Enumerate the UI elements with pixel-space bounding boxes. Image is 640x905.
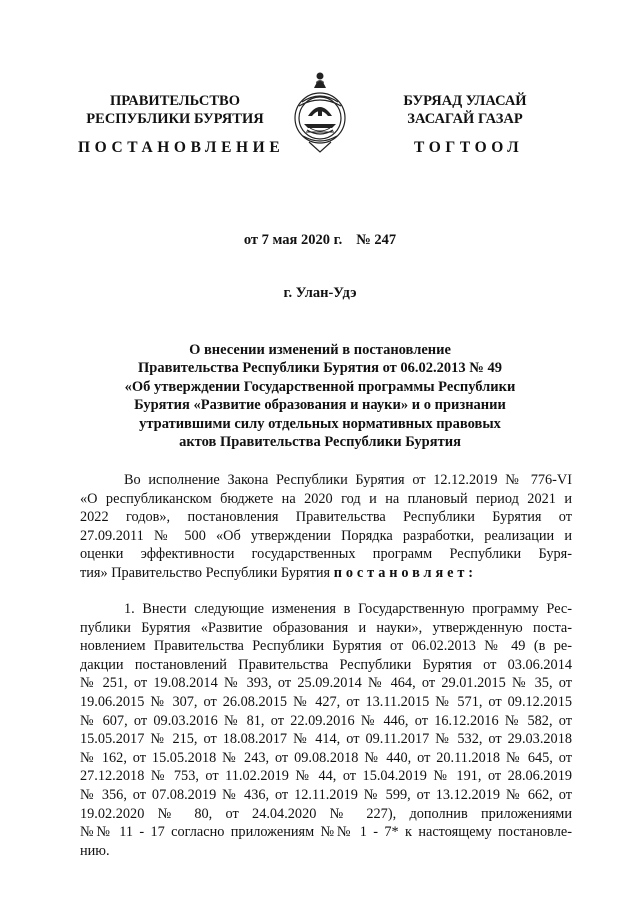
paragraph-line bbox=[80, 564, 572, 583]
item-1-paragraph bbox=[80, 600, 572, 860]
paragraph-line: 2022 годов», постановления Правительства Республики Бурятия от bbox=[80, 509, 572, 526]
paragraph-line: новлением Правительства Республики Бурятия от 06.02.2013 № 49 (в ре- bbox=[80, 638, 572, 655]
paragraph-line: «О республиканском бюджете на 2020 год и на плановый период 2021 и bbox=[80, 490, 572, 507]
paragraph-line: оценки эффективности государственных программ Республики Буря- bbox=[80, 546, 572, 563]
title-line: актов Правительства Республики Бурятия bbox=[179, 434, 461, 451]
paragraph-line: 27.12.2018 № 753, от 11.02.2019 № 44, от 15.04.2019 № 191, от 28.06.2019 bbox=[80, 768, 572, 785]
paragraph-line: Во исполнение Закона Республики Бурятия от 12.12.2019 № 776-VI bbox=[124, 472, 572, 488]
paragraph-line: № 162, от 15.05.2018 № 243, от 09.08.2018 № 440, от 20.11.2018 № 645, от bbox=[80, 749, 572, 766]
issuer-line-2: ЗАСАГАЙ ГАЗАР bbox=[407, 111, 523, 127]
issuer-block-buryat bbox=[385, 92, 545, 128]
city: г. Улан-Удэ bbox=[283, 285, 357, 301]
document-type-buryat: ТОГТООЛ bbox=[414, 139, 524, 156]
paragraph-line: 19.02.2020 № 80, от 24.04.2020 № 227), дополнив приложениями bbox=[80, 805, 572, 822]
paragraph-line: № 607, от 09.03.2016 № 81, от 22.09.2016 № 446, от 16.12.2016 № 582, от bbox=[80, 712, 572, 729]
issuer-line-1: БУРЯАД УЛАСАЙ bbox=[403, 93, 527, 109]
title-line: утратившими силу отдельных нормативных правовых bbox=[139, 415, 501, 432]
buryatia-coat-of-arms-icon bbox=[288, 68, 352, 154]
paragraph-line: № 356, от 07.08.2019 № 436, от 12.11.2019 № 599, от 13.12.2019 № 662, от bbox=[80, 786, 572, 803]
paragraph-line: нию. bbox=[80, 842, 110, 859]
preamble-paragraph bbox=[80, 471, 572, 583]
paragraph-line: дакции постановлений Правительства Республики Бурятия от 03.06.2014 bbox=[80, 656, 572, 673]
resolves-keyword: постановляет: bbox=[333, 564, 477, 581]
document-title bbox=[80, 341, 560, 451]
date-number-line bbox=[0, 232, 640, 249]
paragraph-line: № 251, от 19.08.2014 № 393, от 25.09.2014 № 464, от 29.01.2015 № 35, от bbox=[80, 675, 572, 692]
paragraph-line-text: тия» Правительство Республики Бурятия bbox=[80, 564, 334, 581]
title-line: «Об утверждении Государственной программы Республики bbox=[124, 378, 516, 395]
paragraph-line: 1. Внести следующие изменения в Государственную программу Рес- bbox=[124, 601, 572, 617]
issuer-line-1: ПРАВИТЕЛЬСТВО bbox=[110, 93, 240, 109]
paragraph-line: публики Бурятия «Развитие образования и науки», утвержденную поста- bbox=[80, 619, 572, 636]
document-date: от 7 мая 2020 г. bbox=[243, 232, 343, 248]
title-line: Правительства Республики Бурятия от 06.02.2013 № 49 bbox=[138, 360, 502, 377]
issuer-line-2: РЕСПУБЛИКИ БУРЯТИЯ bbox=[86, 111, 264, 127]
paragraph-line: 15.05.2017 № 215, от 18.08.2017 № 414, от 09.11.2017 № 532, от 29.03.2018 bbox=[80, 731, 572, 748]
paragraph-line: 27.09.2011 № 500 «Об утверждении Порядка разработки, реализации и bbox=[80, 527, 572, 544]
paragraph-line: 19.06.2015 № 307, от 26.08.2015 № 427, от 13.11.2015 № 571, от 09.12.2015 bbox=[80, 693, 572, 710]
issuer-block-russian bbox=[85, 92, 265, 128]
document-type-russian: ПОСТАНОВЛЕНИЕ bbox=[78, 139, 285, 156]
paragraph-line: №№ 11 - 17 согласно приложениям №№ 1 - 7* к настоящему постановле- bbox=[80, 824, 572, 841]
document-number: № 247 bbox=[356, 232, 397, 248]
title-line: Бурятия «Развитие образования и науки» и о признании bbox=[134, 397, 506, 414]
title-line: О внесении изменений в постановление bbox=[189, 342, 451, 358]
